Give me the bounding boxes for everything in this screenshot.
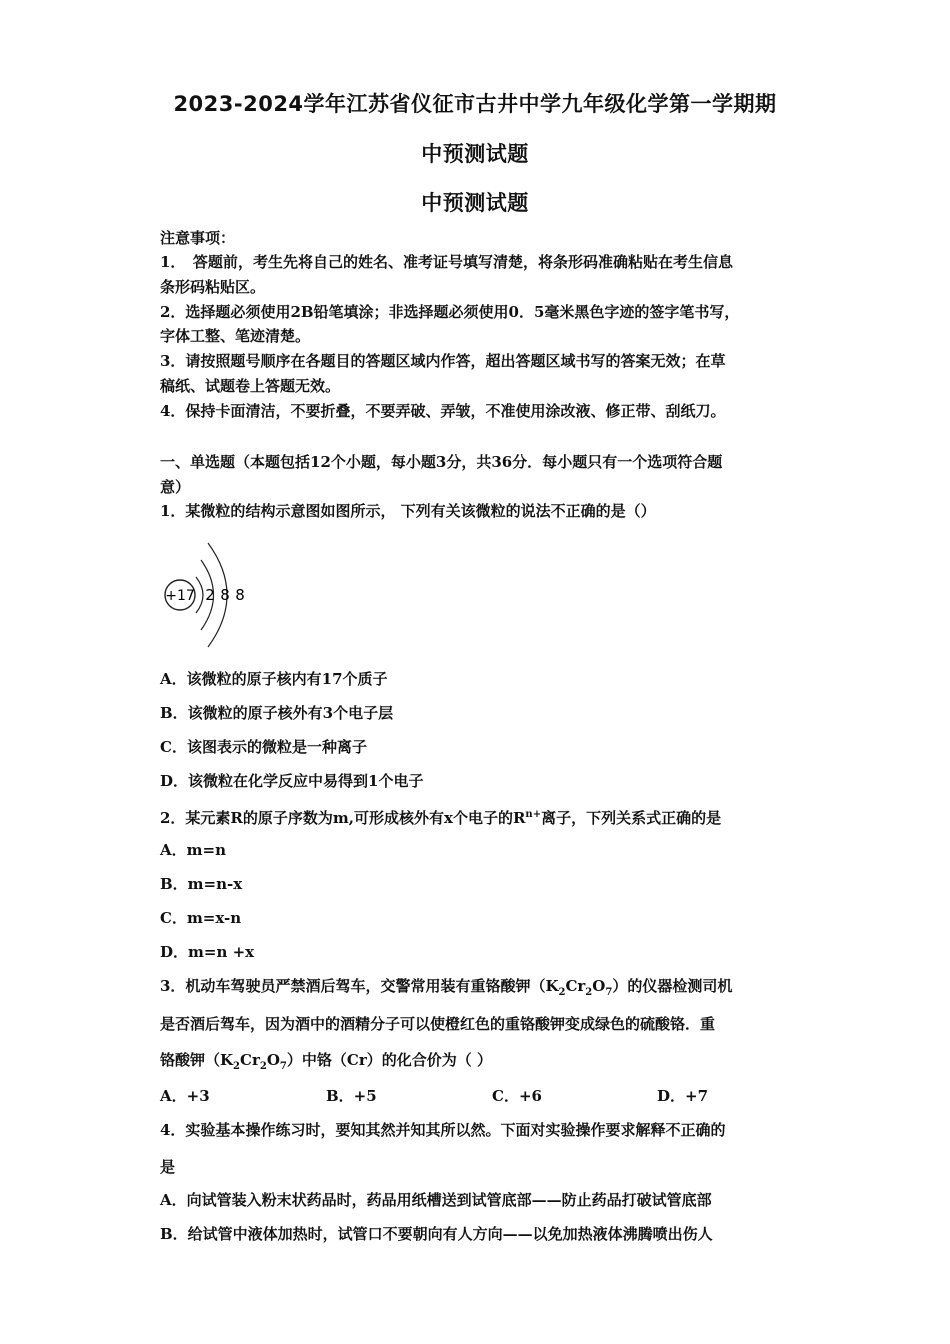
formula-element: Cr	[565, 977, 586, 995]
question-1-option: C．该图表示的微粒是一种离子	[160, 738, 367, 756]
notice-line: 2．选择题必须使用2B铅笔填涂；非选择题必须使用0．5毫米黑色字迹的签字笔书写，	[160, 303, 740, 321]
question-2-option: A．m=n	[160, 841, 226, 859]
notice-line: 1． 答题前，考生先将自己的姓名、准考证号填写清楚，将条形码准确粘贴在考生信息	[160, 253, 733, 271]
question-4-option: B．给试管中液体加热时，试管口不要朝向有人方向——以免加热液体沸腾喷出伤人	[160, 1225, 713, 1243]
title-line-3: 中预测试题	[421, 191, 529, 215]
question-3-option: A．+3	[160, 1087, 210, 1105]
question-2-option: D．m=n +x	[160, 943, 255, 961]
question-3-text-line: 是否酒后驾车，因为酒中的酒精分子可以使橙红色的重铬酸钾变成绿色的硫酸铬．重	[160, 1015, 716, 1033]
question-3-option: C．+6	[492, 1087, 542, 1105]
formula-element: O	[592, 977, 606, 995]
title-line-2: 中预测试题	[421, 142, 529, 166]
shell-electron-count: 2	[205, 586, 215, 604]
question-1-option: D．该微粒在化学反应中易得到1个电子	[160, 772, 424, 790]
notice-heading: 注意事项：	[160, 229, 236, 247]
ion-charge: n+	[525, 809, 542, 820]
question-2-option: C．m=x-n	[160, 909, 242, 927]
notice-line: 稿纸、试题卷上答题无效。	[160, 377, 341, 395]
question-2-option: B．m=n-x	[160, 875, 243, 893]
notice-line: 3．请按照题号顺序在各题目的答题区域内作答，超出答题区域书写的答案无效；在草	[160, 352, 726, 370]
formula-subscript: 2	[233, 1061, 241, 1072]
question-4-option: A．向试管装入粉末状药品时，药品用纸槽送到试管底部——防止药品打破试管底部	[160, 1191, 712, 1209]
question-3-option: D．+7	[657, 1087, 709, 1105]
question-4-stem: 4．实验基本操作练习时，要知其然并知其所以然。下面对实验操作要求解释不正确的	[160, 1121, 726, 1139]
section-heading-cont: 意）	[160, 478, 191, 496]
formula-subscript: 2	[259, 1061, 267, 1072]
question-3-text: 铬酸钾（K	[160, 1051, 234, 1069]
electron-shell-arc	[196, 577, 203, 613]
notice-line: 字体工整、笔迹清楚。	[160, 327, 311, 345]
formula-paren: ）	[612, 977, 628, 995]
question-1-option: B．该微粒的原子核外有3个电子层	[160, 704, 394, 722]
formula-subscript: 7	[279, 1061, 287, 1072]
formula-element: O	[266, 1051, 280, 1069]
formula-subscript: 7	[605, 987, 613, 998]
shell-electron-count: 8	[235, 586, 245, 604]
question-2-stem-text: 离子，下列关系式正确的是	[541, 809, 722, 827]
question-1-option: A．该微粒的原子核内有17个质子	[160, 670, 388, 688]
question-2-stem-text: 2．某元素R的原子序数为m,可形成核外有x个电子的R	[160, 809, 526, 827]
question-3-options	[160, 1085, 810, 1105]
formula-subscript: 2	[585, 987, 593, 998]
formula-paren: ）	[286, 1051, 302, 1069]
question-3-text: 中铬（Cr）的化合价为（ ）	[301, 1051, 492, 1069]
nucleus-label: +17	[165, 588, 195, 604]
notice-line: 条形码粘贴区。	[160, 278, 266, 296]
question-3-option: B．+5	[326, 1087, 377, 1105]
section-heading: 一、单选题（本题包括12个小题，每小题3分，共36分．每小题只有一个选项符合题	[160, 453, 723, 471]
shell-electron-count: 8	[220, 586, 230, 604]
question-4-stem-cont: 是	[160, 1158, 176, 1176]
question-3-stem	[160, 976, 732, 1003]
question-3-text: 的仪器检测司机	[627, 977, 733, 995]
formula-subscript: 2	[558, 987, 566, 998]
question-2-stem	[160, 805, 721, 828]
formula-element: Cr	[240, 1051, 260, 1069]
atomic-structure-diagram	[158, 535, 258, 655]
question-3-text: 3．机动车驾驶员严禁酒后驾车，交警常用装有重铬酸钾（K	[160, 977, 559, 995]
notice-line: 4．保持卡面清洁，不要折叠，不要弄破、弄皱，不准使用涂改液、修正带、刮纸刀。	[160, 402, 726, 420]
question-1-stem: 1．某微粒的结构示意图如图所示， 下列有关该微粒的说法不正确的是（）	[160, 502, 656, 520]
question-3-stem-line3	[160, 1050, 492, 1077]
title-line-1: 2023-2024学年江苏省仪征市古井中学九年级化学第一学期期	[173, 92, 777, 116]
